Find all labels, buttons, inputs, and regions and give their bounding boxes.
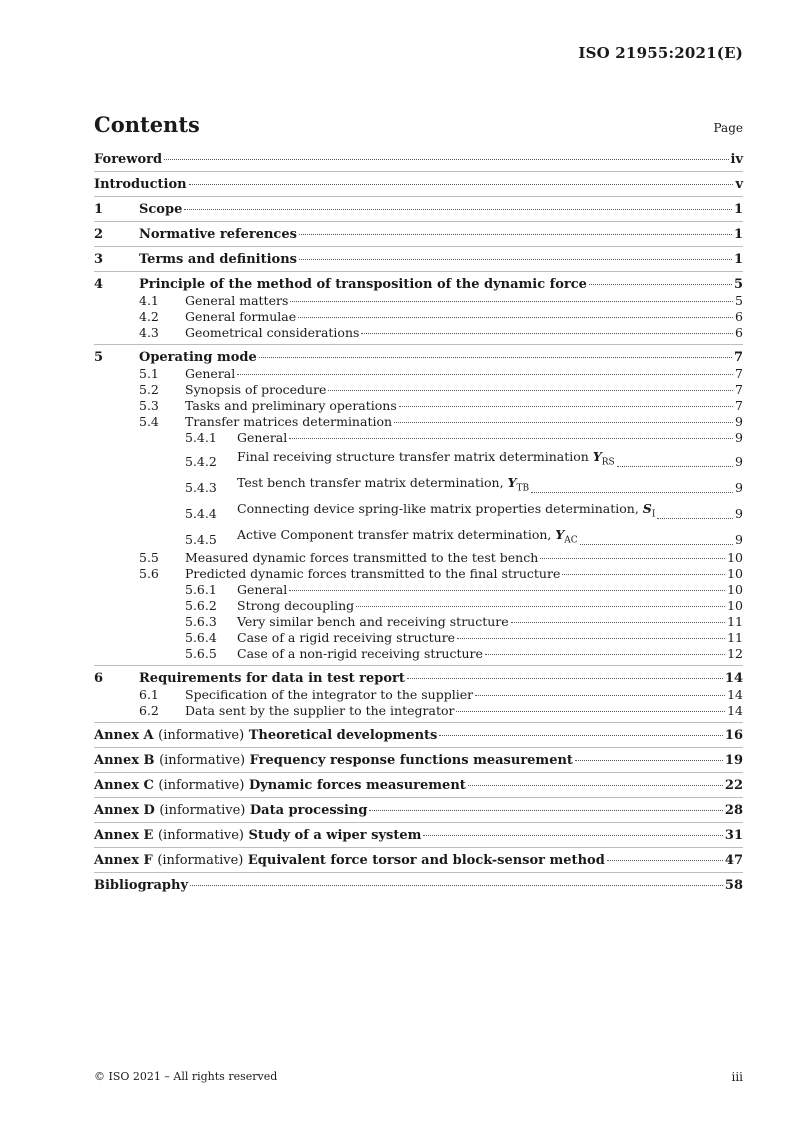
toc-entry-section-3[interactable]: 3 Terms and definitions 1 <box>94 252 743 267</box>
leader-dots <box>289 590 725 591</box>
document-id: ISO 21955:2021(E) <box>578 44 743 62</box>
toc-entry-section-1[interactable]: 1 Scope 1 <box>94 202 743 217</box>
toc-entry-section-4[interactable]: 4 Principle of the method of transposition of the dynamic force 5 <box>94 277 743 292</box>
divider <box>94 171 743 173</box>
table-of-contents <box>94 152 743 894</box>
matrix-symbol: $Y_{TB}$ <box>507 474 530 493</box>
leader-dots <box>237 374 733 375</box>
page-number: iii <box>731 1070 743 1084</box>
divider <box>94 822 743 824</box>
leader-dots <box>361 333 733 334</box>
toc-entry-annex-e[interactable]: Annex E (informative) Study of a wiper system 31 <box>94 828 743 843</box>
leader-dots <box>607 860 723 861</box>
leader-dots <box>475 695 725 696</box>
toc-entry-section-5-5[interactable]: 5.5 Measured dynamic forces transmitted to the test bench 10 <box>139 550 743 565</box>
toc-entry-section-5-6-3[interactable]: 5.6.3 Very similar bench and receiving structure 11 <box>185 614 743 629</box>
toc-entry-section-6-1[interactable]: 6.1 Specification of the integrator to the supplier 14 <box>139 687 743 702</box>
leader-dots <box>540 558 725 559</box>
matrix-symbol: $Y_{AC}$ <box>555 526 578 545</box>
toc-entry-annex-b[interactable]: Annex B (informative) Frequency response functions measurement 19 <box>94 753 743 768</box>
leader-dots <box>298 317 733 318</box>
toc-entry-section-5-2[interactable]: 5.2 Synopsis of procedure 7 <box>139 382 743 397</box>
leader-dots <box>456 711 725 712</box>
toc-entry-section-5-4-2[interactable]: 5.4.2 Final receiving structure transfer matrix determination $Y_{RS}$ 9 <box>185 448 743 469</box>
matrix-symbol: $Y_{RS}$ <box>592 448 615 467</box>
toc-entry-section-5-4-3[interactable]: 5.4.3 Test bench transfer matrix determination, $Y_{TB}$ 9 <box>185 474 743 495</box>
leader-dots <box>190 885 723 886</box>
toc-entry-section-5-4-1[interactable]: 5.4.1 General 9 <box>185 430 743 445</box>
leader-dots <box>439 735 723 736</box>
leader-dots <box>399 406 733 407</box>
toc-entry-section-5-4[interactable]: 5.4 Transfer matrices determination 9 <box>139 414 743 429</box>
leader-dots <box>457 638 725 639</box>
toc-entry-section-6-2[interactable]: 6.2 Data sent by the supplier to the integrator 14 <box>139 703 743 718</box>
divider <box>94 747 743 749</box>
leader-dots <box>328 390 733 391</box>
divider <box>94 797 743 799</box>
leader-dots <box>531 492 733 493</box>
copyright-notice: © ISO 2021 – All rights reserved <box>94 1070 278 1083</box>
leader-dots <box>289 438 733 439</box>
toc-entry-section-5-6-4[interactable]: 5.6.4 Case of a rigid receiving structure 11 <box>185 630 743 645</box>
leader-dots <box>468 785 723 786</box>
divider <box>94 221 743 223</box>
toc-entry-annex-d[interactable]: Annex D (informative) Data processing 28 <box>94 803 743 818</box>
divider <box>94 872 743 874</box>
toc-entry-section-5[interactable]: 5 Operating mode 7 <box>94 350 743 365</box>
toc-entry-introduction[interactable]: Introduction v <box>94 177 743 192</box>
leader-dots <box>394 422 733 423</box>
leader-dots <box>299 259 732 260</box>
toc-entry-section-2[interactable]: 2 Normative references 1 <box>94 227 743 242</box>
divider <box>94 196 743 198</box>
leader-dots <box>423 835 723 836</box>
divider <box>94 344 743 346</box>
leader-dots <box>356 606 725 607</box>
toc-entry-section-5-4-5[interactable]: 5.4.5 Active Component transfer matrix determination, $Y_{AC}$ 9 <box>185 526 743 547</box>
toc-entry-annex-a[interactable]: Annex A (informative) Theoretical developments 16 <box>94 728 743 743</box>
toc-entry-section-5-3[interactable]: 5.3 Tasks and preliminary operations 7 <box>139 398 743 413</box>
leader-dots <box>580 544 733 545</box>
leader-dots <box>299 234 732 235</box>
leader-dots <box>511 622 725 623</box>
page-footer <box>94 1070 743 1084</box>
leader-dots <box>657 518 733 519</box>
matrix-symbol: $S_I$ <box>642 500 656 519</box>
toc-entry-section-5-4-4[interactable]: 5.4.4 Connecting device spring-like matrix properties determination, $S_I$ 9 <box>185 500 743 521</box>
page-title: Contents <box>94 112 200 137</box>
toc-entry-section-4-3[interactable]: 4.3 Geometrical considerations 6 <box>139 325 743 340</box>
divider <box>94 665 743 667</box>
contents-heading-row <box>94 112 743 137</box>
divider <box>94 271 743 273</box>
leader-dots <box>189 184 734 185</box>
toc-entry-section-4-2[interactable]: 4.2 General formulae 6 <box>139 309 743 324</box>
leader-dots <box>617 466 733 467</box>
leader-dots <box>407 678 723 679</box>
leader-dots <box>290 301 733 302</box>
leader-dots <box>259 357 732 358</box>
toc-entry-section-5-1[interactable]: 5.1 General 7 <box>139 366 743 381</box>
leader-dots <box>485 654 725 655</box>
toc-entry-annex-f[interactable]: Annex F (informative) Equivalent force torsor and block-sensor method 47 <box>94 853 743 868</box>
leader-dots <box>562 574 725 575</box>
divider <box>94 772 743 774</box>
toc-entry-section-5-6[interactable]: 5.6 Predicted dynamic forces transmitted to the final structure 10 <box>139 566 743 581</box>
leader-dots <box>164 159 728 160</box>
toc-entry-section-5-6-5[interactable]: 5.6.5 Case of a non-rigid receiving structure 12 <box>185 646 743 661</box>
divider <box>94 847 743 849</box>
page-column-label: Page <box>713 121 743 135</box>
leader-dots <box>184 209 732 210</box>
toc-entry-bibliography[interactable]: Bibliography 58 <box>94 878 743 893</box>
toc-entry-section-6[interactable]: 6 Requirements for data in test report 14 <box>94 671 743 686</box>
toc-entry-annex-c[interactable]: Annex C (informative) Dynamic forces measurement 22 <box>94 778 743 793</box>
leader-dots <box>575 760 723 761</box>
divider <box>94 246 743 248</box>
toc-entry-section-5-6-2[interactable]: 5.6.2 Strong decoupling 10 <box>185 598 743 613</box>
toc-entry-section-5-6-1[interactable]: 5.6.1 General 10 <box>185 582 743 597</box>
leader-dots <box>369 810 722 811</box>
divider <box>94 722 743 724</box>
toc-entry-section-4-1[interactable]: 4.1 General matters 5 <box>139 293 743 308</box>
toc-entry-foreword[interactable]: Foreword iv <box>94 152 743 167</box>
leader-dots <box>589 284 732 285</box>
